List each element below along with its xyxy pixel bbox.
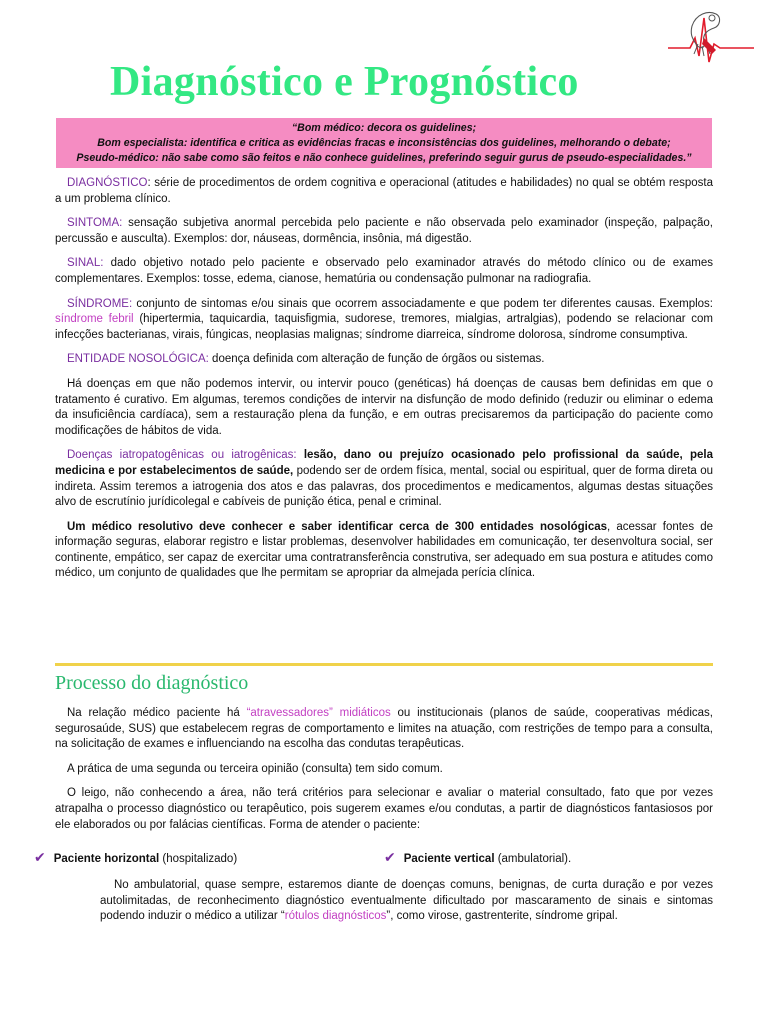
ambulatorial-section <box>100 878 713 934</box>
checklist-detail: (hospitalizado) <box>159 853 238 865</box>
resolutivo-text: , acessar fontes de informação seguras, elaborar registro e listar problemas, desenvolver habilidades em comunicação, ter desenvoltura social, ser continente, empático, ser capaz de exercitar uma contratransferência construtiva, ser adequado em sua postura e atitudes como médico, um conjunto de qualidades que lhe permitam se apropriar da almejada perícia clínica. <box>55 520 713 580</box>
term-sindrome: SÍNDROME: <box>67 297 133 310</box>
quote-line: Pseudo-médico: não sabe como são feitos e não conhece guidelines, preferindo seguir gurus de pseudo-especialidades.” <box>76 152 692 164</box>
paragraph-doencas: Há doenças em que não podemos intervir, ou intervir pouco (genéticas) há doenças de causas bem definidas em que o tratamento é curativo. Em algumas, teremos condições de intervir na disfunção de modo definido (reduzir ou eliminar o edema da insuficiência cardíaca), sem a restauração plena da função, e em outras precisaremos da participação do paciente como modificações de hábitos de vida. <box>55 377 713 437</box>
paragraph-sinal <box>55 256 713 287</box>
definition-text: : série de procedimentos de ordem cognitiva e operacional (atitudes e habilidades) no qual se obtém resposta a um problema clínico. <box>55 177 713 205</box>
term-sintoma: SINTOMA: <box>67 217 123 230</box>
definition-text: sensação subjetiva anormal percebida pelo paciente e não observada pelo examinador (inspeção, palpação, percussão e ausculta). Exemplos: dor, náuseas, dormência, insônia, má digestão. <box>55 217 713 245</box>
paragraph-relacao <box>55 706 713 753</box>
quote-line: “Bom médico: decora os guidelines; <box>291 122 477 134</box>
relacao-text: ou institucionais (planos de saúde, cooperativas médicas, segurosaúde, SUS) que estabelecem regras de comportamento e limites na atuação, com restrições de tempo para a consulta, na solicitação de exames e influenciando na escolha das condutas terapêuticas. <box>55 707 713 751</box>
term-entidade: ENTIDADE NOSOLÓGICA: <box>67 353 209 366</box>
ambulatorial-text: ”, como virose, gastrenterite, síndrome gripal. <box>386 910 618 923</box>
term-iatrogenicas: Doenças iatropatogênicas ou iatrogênicas: <box>67 449 297 462</box>
term-diagnostico: DIAGNÓSTICO <box>67 177 148 189</box>
highlight-atravessadores: “atravessadores” midiáticos <box>246 707 391 719</box>
definition-text: conjunto de sintomas e/ou sinais que ocorrem associadamente e que podem ter diferentes causas. Exemplos: <box>132 297 713 310</box>
checkmark-icon: ✔ <box>34 849 46 865</box>
process-section <box>55 706 713 842</box>
definitions-section <box>55 176 713 591</box>
page-title: Diagnóstico e Prognóstico <box>110 59 579 105</box>
highlight-rotulos: rótulos diagnósticos <box>284 910 387 923</box>
definition-text: dado objetivo notado pelo paciente e observado pelo examinador através do método clínico ou de exames complementares. Exemplos: tosse, edema, cianose, hematúria ou condensação pulmonar na radiografia. <box>55 257 713 285</box>
medical-logo-icon <box>668 4 754 68</box>
checklist-item-vertical <box>384 849 571 867</box>
paragraph-iatrogenicas <box>55 448 713 510</box>
ambulatorial-text: No ambulatorial, quase sempre, estaremos diante de doenças comuns, benignas, de curta duração e por vezes autolimitadas, de reconhecimento diagnóstico eventualmente dificultado por mascaramento de sinais e sintomas podendo induzir o médico a utilizar “ <box>100 879 713 923</box>
relacao-text: Na relação médico paciente há <box>67 707 247 719</box>
checkmark-icon: ✔ <box>384 849 396 865</box>
section-divider <box>55 663 713 666</box>
section-title: Processo do diagnóstico <box>55 672 249 694</box>
definition-text: podendo ser de ordem física, mental, social ou espiritual, quer de forma direta ou indireta. Assim teremos a iatrogenia dos atos e das palavras, dos procedimentos e medicamentos, algumas destas situações alvo de escrutínio jurídicolegal e cabíveis de punição ética, penal e criminal. <box>55 464 713 509</box>
paragraph-sindrome <box>55 297 713 344</box>
paragraph-entidade <box>55 352 713 368</box>
definition-text: doença definida com alteração de função de órgãos ou sistemas. <box>208 353 545 366</box>
checklist-label: Paciente horizontal <box>53 853 160 865</box>
checklist-item-horizontal <box>34 849 237 867</box>
checklist-detail: (ambulatorial). <box>494 853 572 865</box>
paragraph-resolutivo <box>55 520 713 582</box>
quote-line: Bom especialista: identifica e critica as evidências fracas e inconsistências dos guidelines, melhorando o debate; <box>97 137 671 149</box>
checklist-label: Paciente vertical <box>403 853 495 865</box>
quote-box <box>56 118 712 168</box>
paragraph-leigo: O leigo, não conhecendo a área, não terá critérios para selecionar e avaliar o material consultado, fato que por vezes atrapalha o processo diagnóstico ou terapêutico, pois sugerem exames e/ou condutas, a partir de diagnósticos fantasiosos por ele elaborados ou por falácias científicas. Forma de atender o paciente: <box>55 787 713 831</box>
definition-text-bold: lesão, dano ou prejuízo ocasionado pelo profissional da saúde, pela medicina e por estabelecimentos de saúde, <box>55 449 713 477</box>
paragraph-sintoma <box>55 216 713 247</box>
paragraph-diagnostico <box>55 176 713 207</box>
highlight-sindrome-febril: síndrome febril <box>55 313 134 326</box>
checklist <box>34 849 724 869</box>
paragraph-pratica: A prática de uma segunda ou terceira opinião (consulta) tem sido comum. <box>67 762 443 775</box>
term-sinal: SINAL: <box>67 257 104 270</box>
definition-text: (hipertermia, taquicardia, taquisfigmia, sudorese, tremores, mialgias, artralgias), podendo se relacionar com infecções bacterianas, virais, fúngicas, neoplasias malignas; síndrome diarreica, síndrome dolorosa, síndrome consumptiva. <box>55 313 713 341</box>
paragraph-ambulatorial <box>100 878 713 925</box>
resolutivo-bold: Um médico resolutivo deve conhecer e saber identificar cerca de 300 entidades nosológicas <box>67 520 608 533</box>
